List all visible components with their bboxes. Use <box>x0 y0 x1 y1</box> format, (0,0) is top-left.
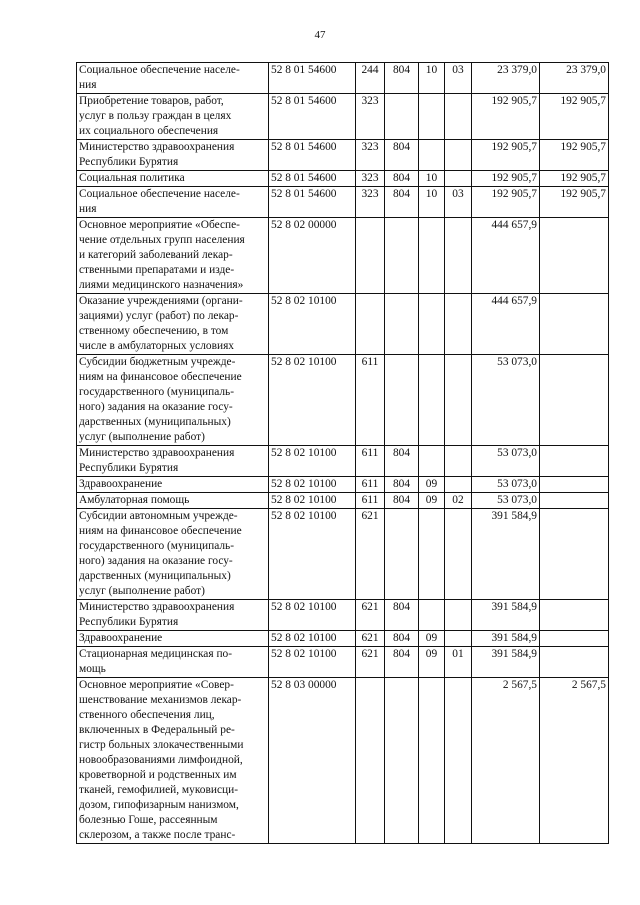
row-expense-type: 611 <box>356 477 385 493</box>
row-administrator-code <box>385 355 419 446</box>
row-administrator-code: 804 <box>385 493 419 509</box>
row-amount: 444 657,9 <box>472 294 540 355</box>
row-target-code: 52 8 02 10100 <box>269 446 356 477</box>
row-target-code: 52 8 02 10100 <box>269 631 356 647</box>
row-amount: 192 905,7 <box>472 171 540 187</box>
row-section <box>419 140 445 171</box>
row-administrator-code: 804 <box>385 631 419 647</box>
row-subsection <box>445 600 472 631</box>
row-amount: 2 567,5 <box>472 678 540 844</box>
row-name: Основное мероприятие «Обеспе- чение отдельных групп населения и категорий заболеваний лекар- ственными препаратами и изде- лиями медицинского назначения» <box>77 218 269 294</box>
row-name: Социальное обеспечение населе- ния <box>77 63 269 94</box>
row-administrator-code <box>385 678 419 844</box>
row-subsection: 03 <box>445 187 472 218</box>
row-target-code: 52 8 02 10100 <box>269 493 356 509</box>
row-target-code: 52 8 01 54600 <box>269 140 356 171</box>
row-amount: 192 905,7 <box>472 94 540 140</box>
row-target-code: 52 8 03 00000 <box>269 678 356 844</box>
row-subsection <box>445 294 472 355</box>
row-administrator-code: 804 <box>385 600 419 631</box>
row-administrator-code: 804 <box>385 477 419 493</box>
row-amount: 444 657,9 <box>472 218 540 294</box>
row-amount: 23 379,0 <box>472 63 540 94</box>
row-section: 10 <box>419 171 445 187</box>
row-subsection: 01 <box>445 647 472 678</box>
row-section: 09 <box>419 477 445 493</box>
row-expense-type: 323 <box>356 140 385 171</box>
row-section: 10 <box>419 63 445 94</box>
row-subsection <box>445 218 472 294</box>
row-section <box>419 355 445 446</box>
row-expense-type: 621 <box>356 647 385 678</box>
row-administrator-code <box>385 94 419 140</box>
row-amount: 391 584,9 <box>472 631 540 647</box>
row-target-code: 52 8 02 10100 <box>269 355 356 446</box>
row-subsection <box>445 140 472 171</box>
table-row <box>77 94 609 140</box>
row-administrator-code: 804 <box>385 171 419 187</box>
row-subsection <box>445 631 472 647</box>
table-row <box>77 171 609 187</box>
row-name: Министерство здравоохранения Республики Бурятия <box>77 140 269 171</box>
row-subsection <box>445 446 472 477</box>
table-row <box>77 493 609 509</box>
row-amount: 192 905,7 <box>472 187 540 218</box>
row-administrator-code <box>385 218 419 294</box>
row-name: Субсидии автономным учрежде- ниям на финансовое обеспечение государственного (муниципаль- ного) задания на оказание госу- дарственных (муниципальных) услуг (выполнение работ) <box>77 509 269 600</box>
row-expense-type: 621 <box>356 631 385 647</box>
page-number: 47 <box>314 29 326 41</box>
row-subsection: 02 <box>445 493 472 509</box>
row-amount-federal <box>540 493 609 509</box>
row-name: Здравоохранение <box>77 631 269 647</box>
row-name: Министерство здравоохранения Республики Бурятия <box>77 600 269 631</box>
row-amount: 53 073,0 <box>472 355 540 446</box>
table-row <box>77 678 609 844</box>
table-row <box>77 446 609 477</box>
row-target-code: 52 8 02 00000 <box>269 218 356 294</box>
row-amount: 53 073,0 <box>472 493 540 509</box>
row-amount-federal <box>540 631 609 647</box>
row-name: Социальная политика <box>77 171 269 187</box>
row-section: 10 <box>419 187 445 218</box>
row-name: Министерство здравоохранения Республики Бурятия <box>77 446 269 477</box>
row-expense-type: 611 <box>356 493 385 509</box>
row-expense-type: 244 <box>356 63 385 94</box>
row-administrator-code <box>385 294 419 355</box>
row-administrator-code: 804 <box>385 63 419 94</box>
row-subsection <box>445 509 472 600</box>
table-row <box>77 647 609 678</box>
table-row <box>77 600 609 631</box>
row-section <box>419 600 445 631</box>
row-name: Оказание учреждениями (органи- зациями) услуг (работ) по лекар- ственному обеспечению, в том числе в амбулаторных условиях <box>77 294 269 355</box>
row-administrator-code: 804 <box>385 446 419 477</box>
row-expense-type: 621 <box>356 600 385 631</box>
row-amount-federal <box>540 355 609 446</box>
row-section <box>419 218 445 294</box>
row-amount-federal: 192 905,7 <box>540 94 609 140</box>
row-section <box>419 446 445 477</box>
row-administrator-code <box>385 509 419 600</box>
row-name: Основное мероприятие «Совер- шенствование механизмов лекар- ственного обеспечения лиц, включенных в Федеральный ре- гистр больных злокачественными новообразованиями лимфоидной, кроветворной и родственных им тканей, гемофилией, муковисци- дозом, гипофизарным нанизмом, болезнью Гоше, рассеянным склерозом, а также после транс- <box>77 678 269 844</box>
table-row <box>77 477 609 493</box>
row-amount-federal <box>540 600 609 631</box>
row-amount-federal <box>540 218 609 294</box>
table-row <box>77 218 609 294</box>
row-amount-federal <box>540 477 609 493</box>
row-amount-federal: 23 379,0 <box>540 63 609 94</box>
row-administrator-code: 804 <box>385 187 419 218</box>
row-amount: 192 905,7 <box>472 140 540 171</box>
row-expense-type: 323 <box>356 171 385 187</box>
row-target-code: 52 8 01 54600 <box>269 63 356 94</box>
row-amount-federal: 2 567,5 <box>540 678 609 844</box>
budget-table <box>76 62 609 844</box>
table-row <box>77 63 609 94</box>
row-administrator-code: 804 <box>385 647 419 678</box>
table-row <box>77 140 609 171</box>
row-amount: 391 584,9 <box>472 600 540 631</box>
row-section <box>419 94 445 140</box>
row-amount-federal: 192 905,7 <box>540 140 609 171</box>
row-amount: 53 073,0 <box>472 446 540 477</box>
table-row <box>77 509 609 600</box>
row-expense-type: 611 <box>356 446 385 477</box>
row-amount-federal: 192 905,7 <box>540 171 609 187</box>
row-expense-type: 621 <box>356 509 385 600</box>
row-target-code: 52 8 02 10100 <box>269 477 356 493</box>
row-target-code: 52 8 01 54600 <box>269 171 356 187</box>
row-amount: 53 073,0 <box>472 477 540 493</box>
row-expense-type <box>356 218 385 294</box>
row-amount: 391 584,9 <box>472 647 540 678</box>
row-subsection <box>445 171 472 187</box>
row-name: Приобретение товаров, работ, услуг в пользу граждан в целях их социального обеспечения <box>77 94 269 140</box>
row-expense-type <box>356 294 385 355</box>
row-name: Социальное обеспечение населе- ния <box>77 187 269 218</box>
row-amount-federal <box>540 647 609 678</box>
row-section: 09 <box>419 631 445 647</box>
row-subsection: 03 <box>445 63 472 94</box>
row-section <box>419 294 445 355</box>
table-row <box>77 294 609 355</box>
row-target-code: 52 8 01 54600 <box>269 187 356 218</box>
row-target-code: 52 8 02 10100 <box>269 600 356 631</box>
table-row <box>77 631 609 647</box>
row-section: 09 <box>419 493 445 509</box>
row-subsection <box>445 477 472 493</box>
row-target-code: 52 8 02 10100 <box>269 294 356 355</box>
row-amount-federal: 192 905,7 <box>540 187 609 218</box>
row-section <box>419 509 445 600</box>
row-name: Здравоохранение <box>77 477 269 493</box>
row-amount: 391 584,9 <box>472 509 540 600</box>
row-name: Стационарная медицинская по- мощь <box>77 647 269 678</box>
row-expense-type: 323 <box>356 94 385 140</box>
row-expense-type <box>356 678 385 844</box>
row-section <box>419 678 445 844</box>
row-name: Субсидии бюджетным учрежде- ниям на финансовое обеспечение государственного (муниципаль- ного) задания на оказание госу- дарственных (муниципальных) услуг (выполнение работ) <box>77 355 269 446</box>
row-section: 09 <box>419 647 445 678</box>
row-amount-federal <box>540 509 609 600</box>
row-subsection <box>445 355 472 446</box>
table-row <box>77 355 609 446</box>
row-administrator-code: 804 <box>385 140 419 171</box>
row-expense-type: 323 <box>356 187 385 218</box>
row-amount-federal <box>540 294 609 355</box>
row-expense-type: 611 <box>356 355 385 446</box>
row-target-code: 52 8 02 10100 <box>269 647 356 678</box>
table-row <box>77 187 609 218</box>
row-name: Амбулаторная помощь <box>77 493 269 509</box>
row-subsection <box>445 678 472 844</box>
row-amount-federal <box>540 446 609 477</box>
row-target-code: 52 8 02 10100 <box>269 509 356 600</box>
row-subsection <box>445 94 472 140</box>
row-target-code: 52 8 01 54600 <box>269 94 356 140</box>
